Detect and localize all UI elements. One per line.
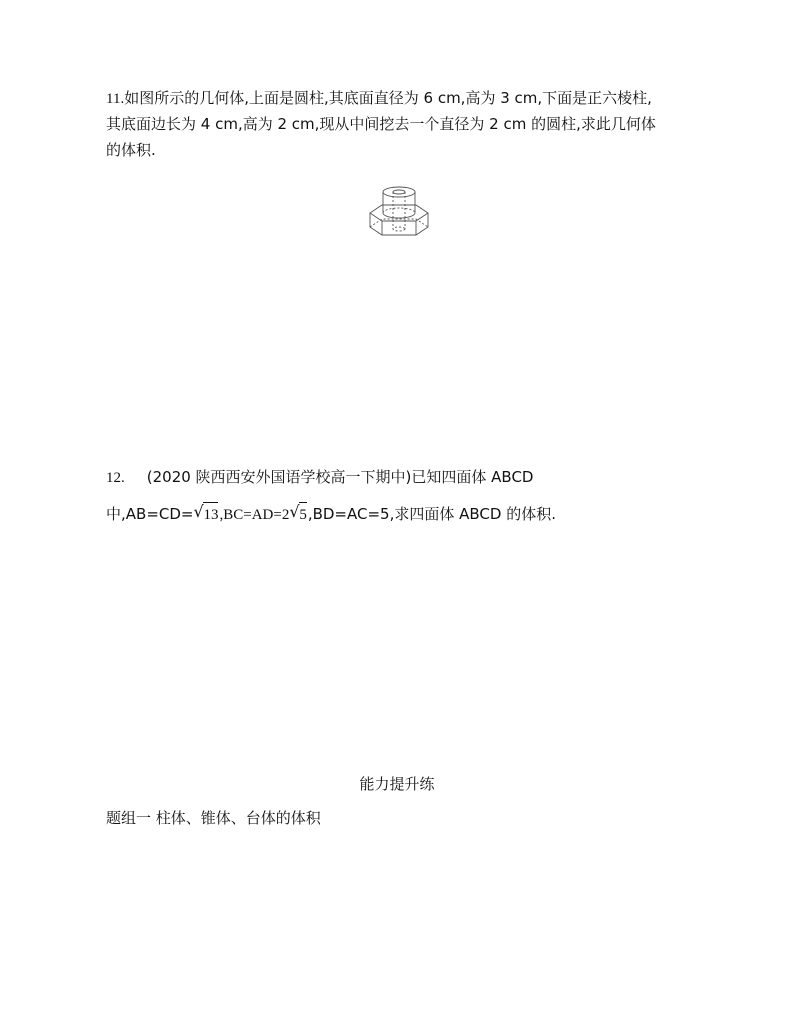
q12-line-1	[106, 466, 533, 489]
hole-top	[393, 190, 405, 194]
geometry-figure	[364, 183, 434, 247]
q11-text-2: 其底面边长为 4 cm,高为 2 cm,现从中间挖去一个直径为 2 cm 的圆柱,求此几何体	[106, 115, 656, 133]
sqrt-5	[289, 502, 307, 526]
hexagon-top	[370, 205, 428, 221]
q12-text-2a: 中,AB=CD=	[106, 505, 194, 523]
sqrt-13-radicand: 13	[203, 502, 218, 526]
hexagon-sides	[370, 213, 428, 235]
q12-text-1: (2020 陕西西安外国语学校高一下期中)已知四面体 ABCD	[146, 468, 534, 486]
q11-text-1: 如图所示的几何体,上面是圆柱,其底面直径为 6 cm,高为 3 cm,下面是正六棱柱,	[124, 89, 652, 107]
q12-line-2	[106, 502, 556, 526]
q12-text-2c: ,BD=AC=5,求四面体 ABCD 的体积.	[307, 505, 556, 523]
subsection-title: 题组一 柱体、锥体、台体的体积	[106, 809, 321, 827]
q11-number: 11.	[106, 91, 125, 107]
q12-number: 12.	[106, 470, 125, 486]
q11-text-3: 的体积.	[106, 141, 156, 159]
q11-line-3	[106, 139, 156, 161]
q11-line-2	[106, 113, 656, 135]
q11-line-1	[106, 87, 652, 110]
sqrt-13	[193, 502, 218, 526]
cylinder-top	[383, 187, 415, 197]
section-title: 能力提升练	[359, 775, 435, 793]
sqrt-5-radicand: 5	[299, 502, 307, 526]
q12-text-2b: ,BC=AD=2	[219, 507, 290, 523]
